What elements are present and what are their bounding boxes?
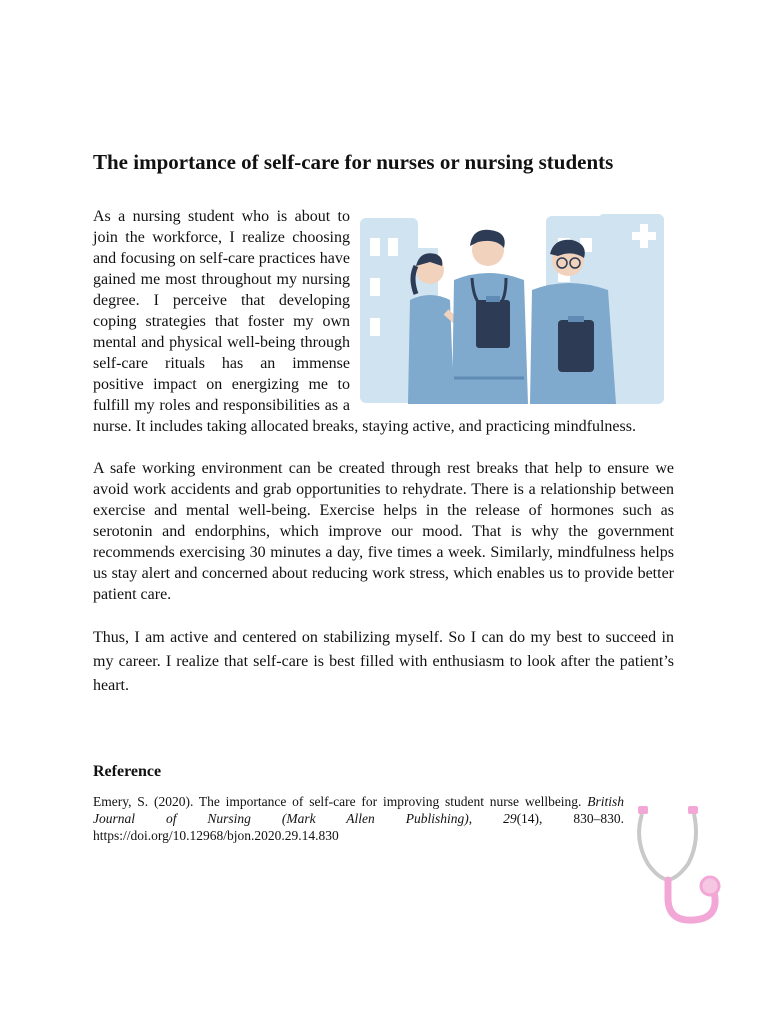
stethoscope-icon [628,800,728,930]
reference-citation [93,793,624,844]
citation-volume: 29 [503,811,517,826]
citation-author-title: Emery, S. (2020). The importance of self-care for improving student nurse wellbeing. [93,794,588,809]
nurse-male-center [452,230,528,404]
nurses-illustration [358,208,668,408]
citation-doi-link[interactable]: https://doi.org/10.12968/bjon.2020.29.14.830 [93,828,339,843]
citation-journal: British Journal of Nursing (Mark Allen Publishing) [93,794,624,826]
page-title: The importance of self-care for nurses or nursing students [93,150,614,174]
paragraph-2: A safe working environment can be created through rest breaks that help to ensure we avoid work accidents and grab opportunities to rehydrate. There is a relationship between exercise and mental well-being. Exercise helps in the release of hormones such as serotonin and endorphins, which improve our mood. That is why the government recommends exercising 30 minutes a day, five times a week. Similarly, mindfulness helps us stay alert and concerned about reducing work stress, which enables us to provide better patient care. [93,460,674,603]
reference-heading: Reference [93,763,162,780]
citation-issue-pages: (14), 830–830. [516,811,625,826]
paragraph-1: As a nursing student who is about to join the workforce, I realize choosing and focusing on self-care practices have gained me most throughout my nursing degree. I perceive that developing coping strategies that foster my own mental and physical well-being through self-care rituals has an immense positive impact on energizing me to fulfill my roles and responsibilities as a nurse. It includes taking allocated breaks, staying active, and practicing mindfulness. [93,208,636,435]
citation-separator: , [468,811,504,826]
paragraph-3: Thus, I am active and centered on stabilizing myself. So I can do my best to succeed in my career. I realize that self-care is best filled with enthusiasm to look after the patient’s heart. [93,629,674,694]
